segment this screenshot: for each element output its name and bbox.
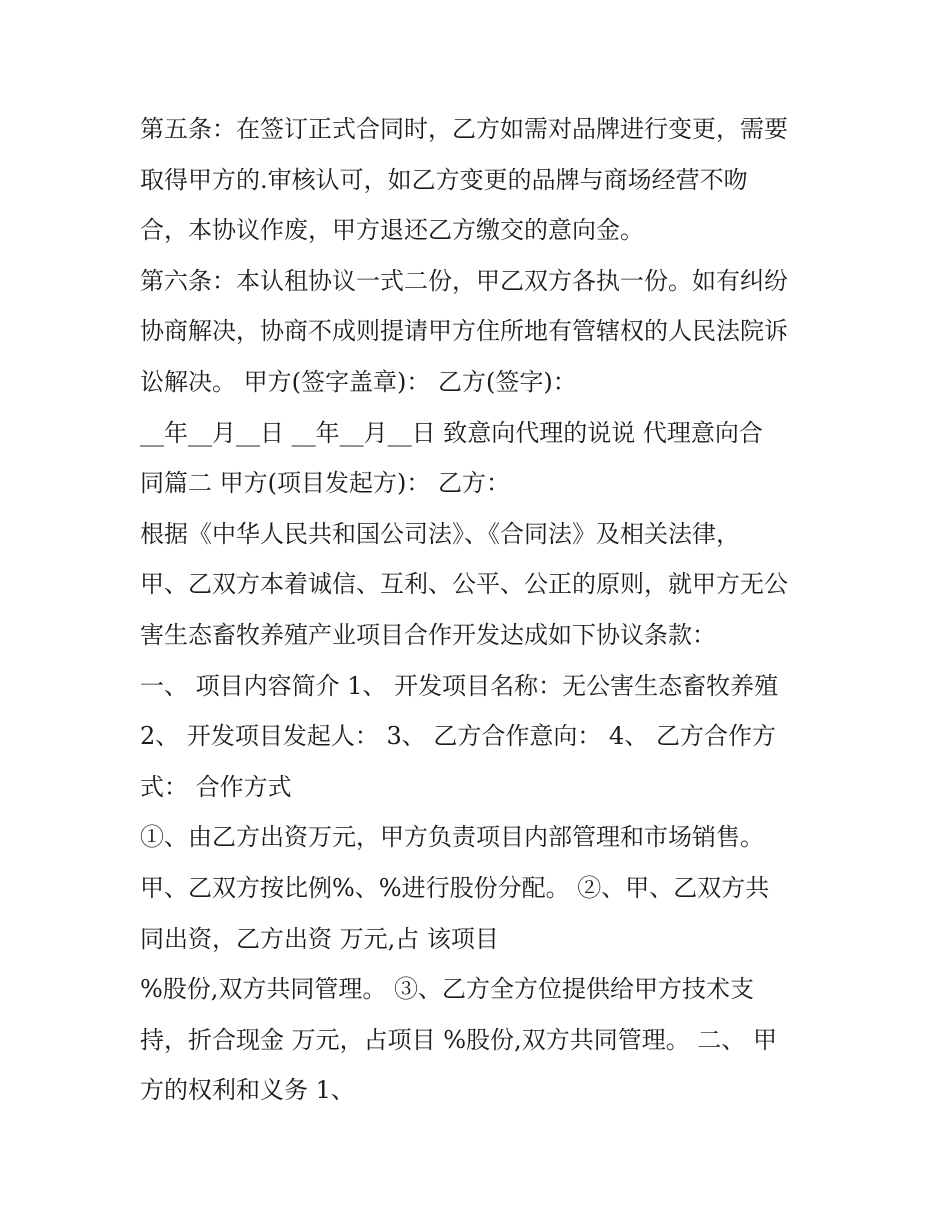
- text-line: 协商解决，协商不成则提请甲方住所地有管辖权的人民法院诉: [140, 317, 788, 346]
- text-line: ①、由乙方出资万元，甲方负责项目内部管理和市场销售。: [140, 823, 764, 852]
- text-line: 甲、乙双方按比例%、%进行股份分配。 ②、甲、乙双方共: [140, 873, 770, 902]
- text-line: 同篇二 甲方(项目发起方)： 乙方：: [140, 469, 510, 498]
- text-line: 讼解决。 甲方(签字盖章)： 乙方(签字)：: [140, 367, 577, 396]
- text-line: 取得甲方的.审核认可，如乙方变更的品牌与商场经营不吻: [140, 165, 748, 194]
- text-line: 2、 开发项目发起人： 3、 乙方合作意向： 4、 乙方合作方: [140, 722, 776, 751]
- text-line: 害生态畜牧养殖产业项目合作开发达成如下协议条款：: [140, 620, 716, 649]
- text-line: 第六条：本认租协议一式二份，甲乙双方各执一份。如有纠纷: [140, 266, 788, 295]
- text-line: 第五条：在签订正式合同时，乙方如需对品牌进行变更，需要: [140, 115, 788, 143]
- text-line: 同出资，乙方出资 万元,占 该项目: [140, 924, 499, 953]
- text-line: 方的权利和义务 1、: [140, 1076, 355, 1105]
- text-line: %股份,双方共同管理。 ③、乙方全方位提供给甲方技术支: [140, 975, 755, 1004]
- text-line: 根据《中华人民共和国公司法》、《合同法》及相关法律，: [140, 519, 740, 548]
- text-line: 合，本协议作废，甲方退还乙方缴交的意向金。: [140, 216, 644, 245]
- text-line: 持，折合现金 万元，占项目 %股份,双方共同管理。 二、 甲: [140, 1025, 777, 1054]
- text-line: __年__月__日 __年__月__日 致意向代理的说说 代理意向合: [140, 418, 763, 447]
- text-line: 甲、乙双方本着诚信、互利、公平、公正的原则，就甲方无公: [140, 570, 788, 599]
- document-body: [140, 104, 830, 1116]
- text-line: 一、 项目内容简介 1、 开发项目名称：无公害生态畜牧养殖: [140, 671, 779, 700]
- text-line: 式： 合作方式: [140, 772, 292, 801]
